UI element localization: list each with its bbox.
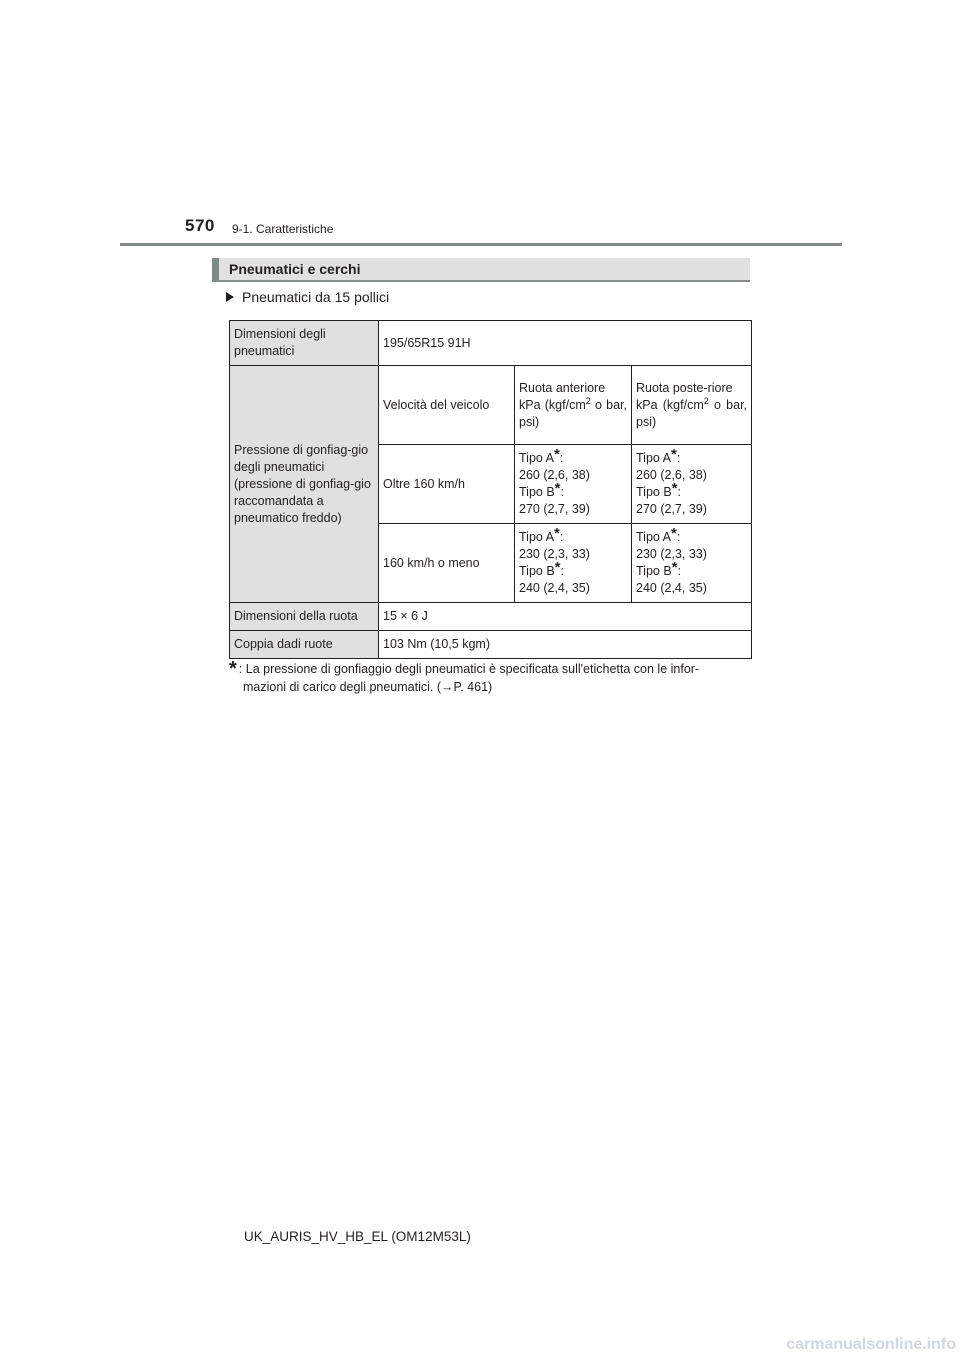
- type-a-label: Tipo A: [636, 451, 671, 465]
- table-row: [230, 366, 752, 445]
- row1-front: [515, 445, 632, 524]
- colon: :: [559, 530, 564, 544]
- heading-box: [212, 258, 750, 282]
- asterisk: *: [553, 525, 560, 542]
- superscript: 2: [585, 395, 591, 406]
- page-number: 570: [185, 216, 215, 235]
- footnote-line1: : La pressione di gonfiaggio degli pneumatici è specificata sull'etichetta con le infor-: [238, 662, 700, 676]
- tire-spec-table: [229, 320, 752, 659]
- col-rear-line1: Ruota poste-riore: [636, 380, 733, 395]
- row2-rear-b: 240 (2,4, 35): [636, 581, 707, 595]
- section-title: 9-1. Caratteristiche: [232, 222, 334, 236]
- watermark: carmanualsonline.info: [786, 1336, 956, 1353]
- colon: :: [676, 451, 681, 465]
- row1-rear: [632, 445, 752, 524]
- row2-front-a: 230 (2,3, 33): [519, 547, 590, 561]
- wheel-size-value: 15 × 6 J: [379, 603, 752, 631]
- col-front-header: [515, 366, 632, 445]
- col-speed-header: [379, 366, 515, 445]
- colon: :: [676, 530, 681, 544]
- asterisk: *: [553, 446, 560, 463]
- torque-value: 103 Nm (10,5 kgm): [379, 631, 752, 659]
- type-b-label: Tipo B: [519, 564, 555, 578]
- row2-front: [515, 524, 632, 603]
- asterisk: *: [670, 446, 677, 463]
- superscript: 2: [703, 395, 709, 406]
- type-b-label: Tipo B: [636, 564, 672, 578]
- col-front-line2: kPa (kgf/cm: [519, 397, 586, 412]
- colon: :: [560, 564, 564, 578]
- tire-size-label: Dimensioni degli pneumatici: [230, 321, 379, 366]
- col-front-line1: Ruota anteriore: [519, 380, 606, 395]
- colon: :: [559, 451, 564, 465]
- colon: :: [560, 485, 564, 499]
- row1-speed: Oltre 160 km/h: [379, 445, 515, 524]
- col-rear-header: [632, 366, 752, 445]
- asterisk: *: [671, 559, 678, 576]
- type-a-label: Tipo A: [519, 530, 554, 544]
- torque-label: Coppia dadi ruote: [230, 631, 379, 659]
- type-b-label: Tipo B: [636, 485, 672, 499]
- row1-rear-a: 260 (2,6, 38): [636, 468, 707, 482]
- asterisk: *: [670, 525, 677, 542]
- type-a-label: Tipo A: [519, 451, 554, 465]
- tire-size-value: 195/65R15 91H: [379, 321, 752, 366]
- col-speed-text: Velocità del veicolo: [383, 397, 490, 412]
- asterisk: *: [671, 480, 678, 497]
- row2-front-b: 240 (2,4, 35): [519, 581, 590, 595]
- col-rear-line3: o bar, psi): [636, 397, 748, 429]
- row2-rear: [632, 524, 752, 603]
- footnote-asterisk: *: [229, 658, 237, 680]
- sub-heading: [226, 289, 389, 305]
- row1-front-b: 270 (2,7, 39): [519, 502, 590, 516]
- header-rule: [120, 243, 842, 246]
- heading-title: Pneumatici e cerchi: [229, 261, 361, 277]
- footnote: [229, 660, 743, 696]
- type-b-label: Tipo B: [519, 485, 555, 499]
- row1-front-a: 260 (2,6, 38): [519, 468, 590, 482]
- asterisk: *: [554, 480, 561, 497]
- col-rear-line2: kPa (kgf/cm: [636, 397, 704, 412]
- sub-heading-text: Pneumatici da 15 pollici: [242, 289, 390, 305]
- table-row: [230, 603, 752, 631]
- colon: :: [677, 485, 681, 499]
- triangle-bullet-icon: [226, 292, 234, 302]
- table-row: [230, 321, 752, 366]
- row1-rear-b: 270 (2,7, 39): [636, 502, 707, 516]
- colon: :: [677, 564, 681, 578]
- col-front-line3: o bar, psi): [519, 397, 627, 429]
- table-row: [230, 631, 752, 659]
- footnote-line2: mazioni di carico degli pneumatici. (→P. 461): [243, 680, 493, 694]
- row2-speed: 160 km/h o meno: [379, 524, 515, 603]
- footer-doc-code: UK_AURIS_HV_HB_EL (OM12M53L): [244, 1229, 471, 1244]
- asterisk: *: [554, 559, 561, 576]
- wheel-size-label: Dimensioni della ruota: [230, 603, 379, 631]
- type-a-label: Tipo A: [636, 530, 671, 544]
- pressure-label: Pressione di gonfiag-gio degli pneumatici (pressione di gonfiag-gio raccomandata a pneumatico freddo): [230, 366, 379, 603]
- row2-rear-a: 230 (2,3, 33): [636, 547, 707, 561]
